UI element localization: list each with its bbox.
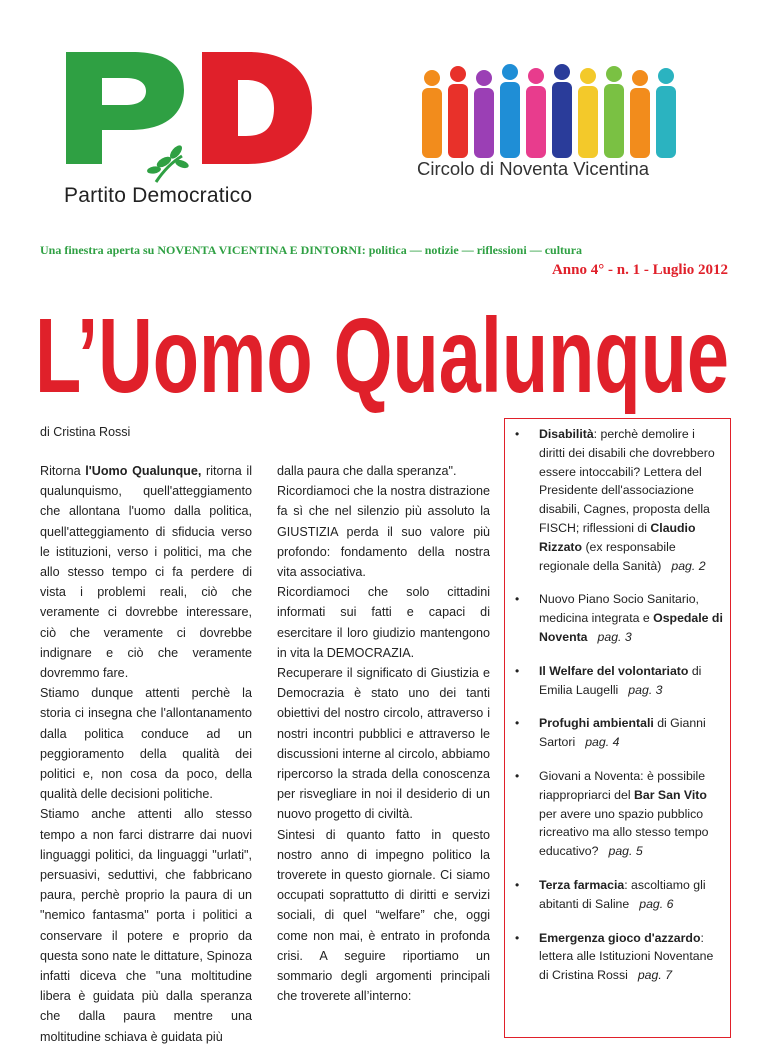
bullet-icon: •: [515, 877, 520, 892]
contents-item: • Terza farmacia: ascoltiamo gli abitanti di Saline pag. 6: [515, 877, 706, 911]
page-reference: pag. 2: [671, 558, 706, 573]
tagline: Una finestra aperta su NOVENTA VICENTINA E DINTORNI: politica — notizie — riflessioni — cultura: [40, 243, 583, 257]
article-paragraph: Recuperare il significato di Giustizia e Democrazia è stato uno dei tanti obiettivi del nostro circolo, attraverso i nostri incontri pubblici e attraverso le discussioni interne al circolo, abbiamo ripercorso la strada della conoscenza per risvegliare in noi il desiderio di un nuovo progetto di civiltà.: [277, 666, 490, 822]
issue-info: Anno 4° - n. 1 - Luglio 2012: [551, 262, 728, 278]
article-column-2: [277, 461, 490, 1024]
masthead-text: L’Uomo Qualunque: [35, 297, 729, 415]
article-paragraph: dalla paura che dalla speranza".: [277, 464, 457, 478]
contents-item: • Il Welfare del volontariato di Emilia Laugelli pag. 3: [515, 663, 702, 697]
article-paragraph: Ricordiamoci che la nostra distrazione fa sì che nel silenzio più assoluto la GIUSTIZIA perda il suo valore più profondo: fondamento della nostra vita associativa.: [277, 484, 490, 580]
bullet-icon: •: [515, 930, 520, 945]
contents-item: • Nuovo Piano Socio Sanitario, medicina integrata e Ospedale di Noventa pag. 3: [515, 592, 723, 644]
contents-item: • Emergenza gioco d'azzardo: lettera alle Istituzioni Noventane di Cristina Rossi pag. 7: [515, 930, 714, 983]
bullet-icon: •: [515, 427, 520, 441]
pd-logo-text: Partito Democratico: [64, 184, 253, 207]
page-reference: pag. 7: [637, 968, 673, 983]
article-column-1: [40, 461, 252, 1044]
article-paragraph: Stiamo anche attenti allo stesso tempo a non farci distrarre dai nuovi linguaggi politici, da linguaggi "urlati", persuasivi, seduttivi, che fabbricano paura, perchè proprio la paura di un "nemico fantasma" porta i politici a conservare il potere e proprio da questa sono nate le dittature, Spinoza infatti diceva che "una moltitudine libera è guidata più dalla speranza che dalla paura mentre una moltitudine schiava è guidata più: [40, 807, 252, 1044]
bullet-icon: •: [515, 768, 520, 783]
masthead-title: [32, 297, 732, 415]
bullet-icon: •: [515, 592, 520, 607]
contents-box: [504, 418, 731, 1038]
contents-item: • Profughi ambientali di Gianni Sartori pag. 4: [515, 716, 706, 750]
page-reference: pag. 4: [585, 735, 620, 750]
article-paragraph: Ritorna l'Uomo Qualunque, ritorna il qualunquismo, quell'atteggiamento che allontana l'uomo dalla politica, quell'atteggiamento di sfiducia verso le istituzioni, verso i politici, ma che allo stesso tempo ci fa perdere di vista i problemi reali, ciò che veramente ci dovrebbe interessare, ciò che veramente ci dovrebbe indignare e ciò che veramente dovremmo fare.: [40, 464, 252, 681]
page-reference: pag. 6: [639, 896, 674, 911]
contents-list: [505, 419, 730, 985]
article-paragraph: Sintesi di quanto fatto in questo nostro anno di impegno politico la troverete in questo giornale. Ci siamo occupati soprattutto di diritti e servizi sociali, di quel “welfare” che, oggi come non mai, è entrato in profonda crisi. A seguire riportiamo un sommario degli argomenti principali che troverete all’interno:: [277, 827, 490, 1004]
page-reference: pag. 3: [597, 629, 632, 644]
page-reference: pag. 3: [628, 682, 663, 697]
bullet-icon: •: [515, 716, 520, 731]
article-paragraph: Ricordiamoci che solo cittadini informati sui fatti e capaci di esercitare il loro giudizio mantengono in vita la DEMOCRAZIA.: [277, 585, 490, 660]
contents-item: • Disabilità: perchè demolire i diritti dei disabili che dovrebbero essere intoccabili? Lettera del Presidente dell'associazione disabili, Cagnes, proposta della FISCH; riflessioni di Claudio Rizzato (ex responsabile regionale della Sanità) pag. 2: [515, 427, 715, 573]
circolo-logo-text: Circolo di Noventa Vicentina: [417, 158, 650, 179]
page-reference: pag. 5: [608, 844, 643, 859]
bullet-icon: •: [515, 663, 520, 678]
article-paragraph: Stiamo dunque attenti perchè la storia ci insegna che l'allontanamento dalla politica conduce ad un peggioramento della qualità dei politici e, non cosa da poco, della qualità delle decisioni politiche.: [40, 686, 252, 802]
people-illustration: [410, 58, 690, 163]
contents-item: • Giovani a Noventa: è possibile riappropriarci del Bar San Vito per avere uno spazio pubblico ricreativo ma allo stesso tempo educativo? pag. 5: [515, 768, 709, 859]
byline: di Cristina Rossi: [40, 425, 131, 439]
